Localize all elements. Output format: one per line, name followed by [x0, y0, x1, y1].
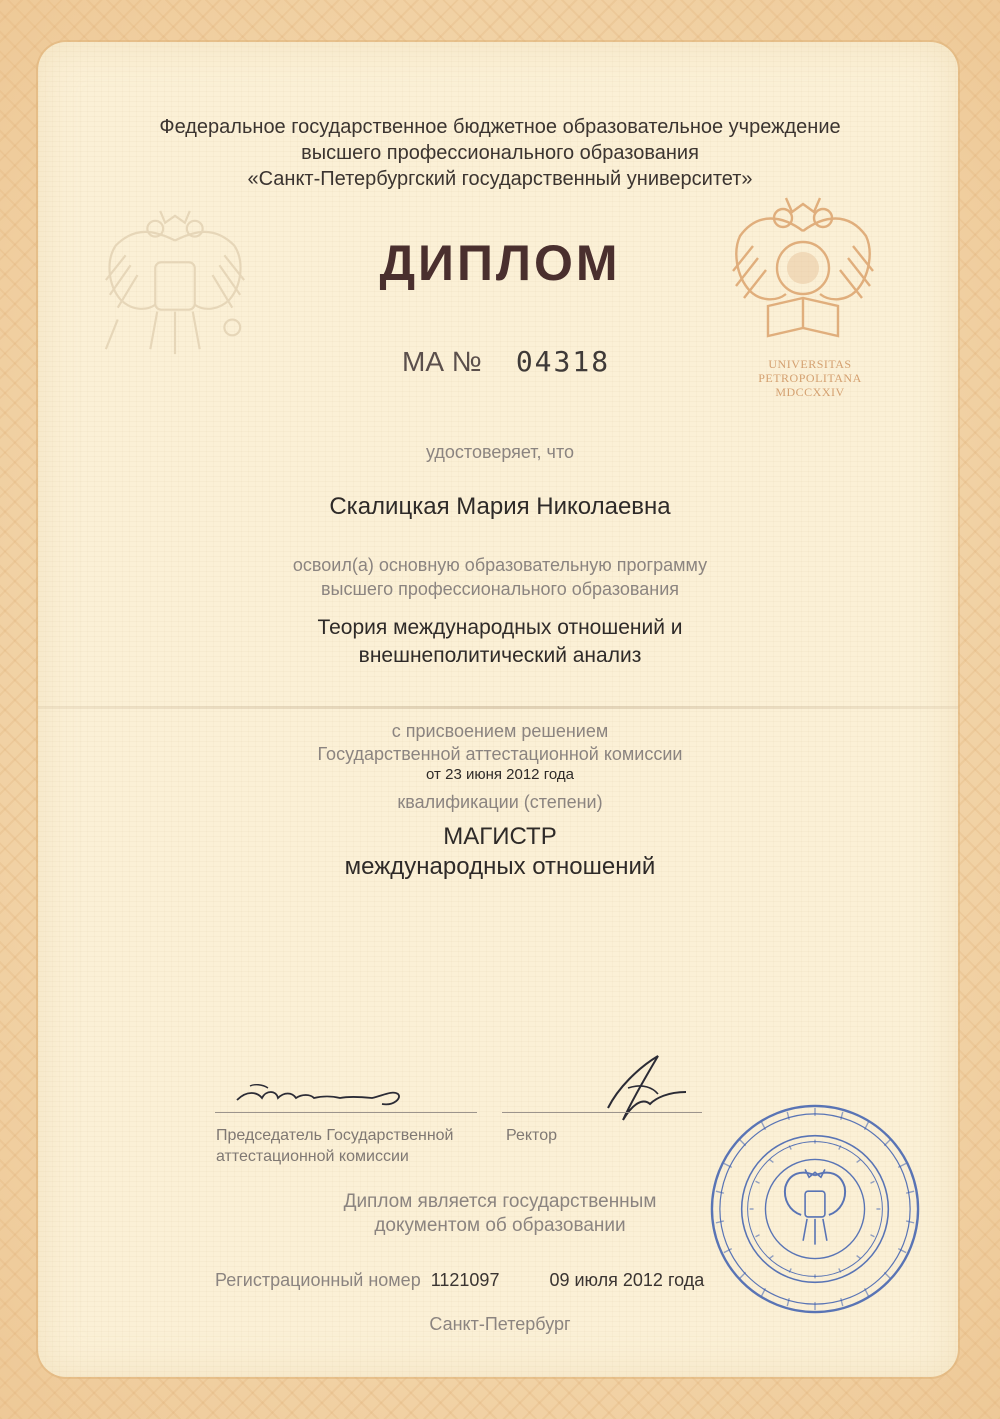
registration-row	[215, 1270, 704, 1291]
chair-signature-line	[215, 1112, 477, 1113]
rector-signature-line	[502, 1112, 702, 1113]
serial-number	[402, 345, 610, 378]
holder-name: Скалицкая Мария Николаевна	[329, 493, 671, 520]
degree	[0, 822, 1000, 882]
chair-role-line: Председатель Государственной	[216, 1127, 454, 1144]
state-document-line: документом об образовании	[374, 1215, 626, 1236]
program-line: Теория международных отношений и	[317, 616, 683, 639]
award-text	[0, 720, 1000, 766]
chair-signature	[232, 1072, 412, 1112]
fold-line	[38, 706, 958, 709]
certifies-text: удостоверяет, что	[426, 442, 574, 462]
issuer-line: высшего профессионального образования	[301, 142, 699, 164]
rector-signature	[598, 1048, 708, 1128]
emblem-caption-line: MDCCXXIV	[775, 385, 845, 399]
degree-line: МАГИСТР	[443, 823, 557, 850]
qualification-label: квалификации (степени)	[397, 792, 603, 812]
degree-line: международных отношений	[344, 853, 656, 880]
program-name	[0, 614, 1000, 670]
spbu-emblem-caption	[742, 357, 878, 399]
issuer-line: Федеральное государственное бюджетное образовательное учреждение	[159, 116, 841, 138]
registration-date: 09 июля 2012 года	[549, 1270, 705, 1290]
program-line: внешнеполитический анализ	[358, 644, 642, 667]
state-document-line: Диплом является государственным	[343, 1191, 657, 1212]
registration-number: 1121097	[430, 1270, 500, 1290]
chair-role	[216, 1125, 454, 1167]
serial-prefix: МА №	[402, 346, 482, 377]
university-seal-icon	[706, 1100, 924, 1318]
issuer-block	[0, 114, 1000, 192]
emblem-caption-line: PETROPOLITANA	[758, 371, 862, 385]
mastered-text	[0, 553, 1000, 601]
award-line: Государственной аттестационной комиссии	[317, 744, 683, 764]
mastered-line: освоил(а) основную образовательную программу	[292, 555, 708, 575]
award-line: с присвоением решением	[391, 721, 609, 741]
award-date: от 23 июня 2012 года	[426, 766, 574, 783]
serial-value: 04318	[515, 345, 611, 378]
diploma-title: ДИПЛОМ	[379, 235, 621, 291]
rector-role: Ректор	[506, 1127, 557, 1144]
mastered-line: высшего профессионального образования	[320, 579, 680, 599]
chair-role-line: аттестационной комиссии	[216, 1148, 409, 1165]
registration-label: Регистрационный номер	[215, 1270, 421, 1290]
city: Санкт-Петербург	[429, 1314, 571, 1334]
issuer-line: «Санкт-Петербургский государственный университет»	[247, 168, 753, 190]
emblem-caption-line: UNIVERSITAS	[768, 357, 852, 371]
